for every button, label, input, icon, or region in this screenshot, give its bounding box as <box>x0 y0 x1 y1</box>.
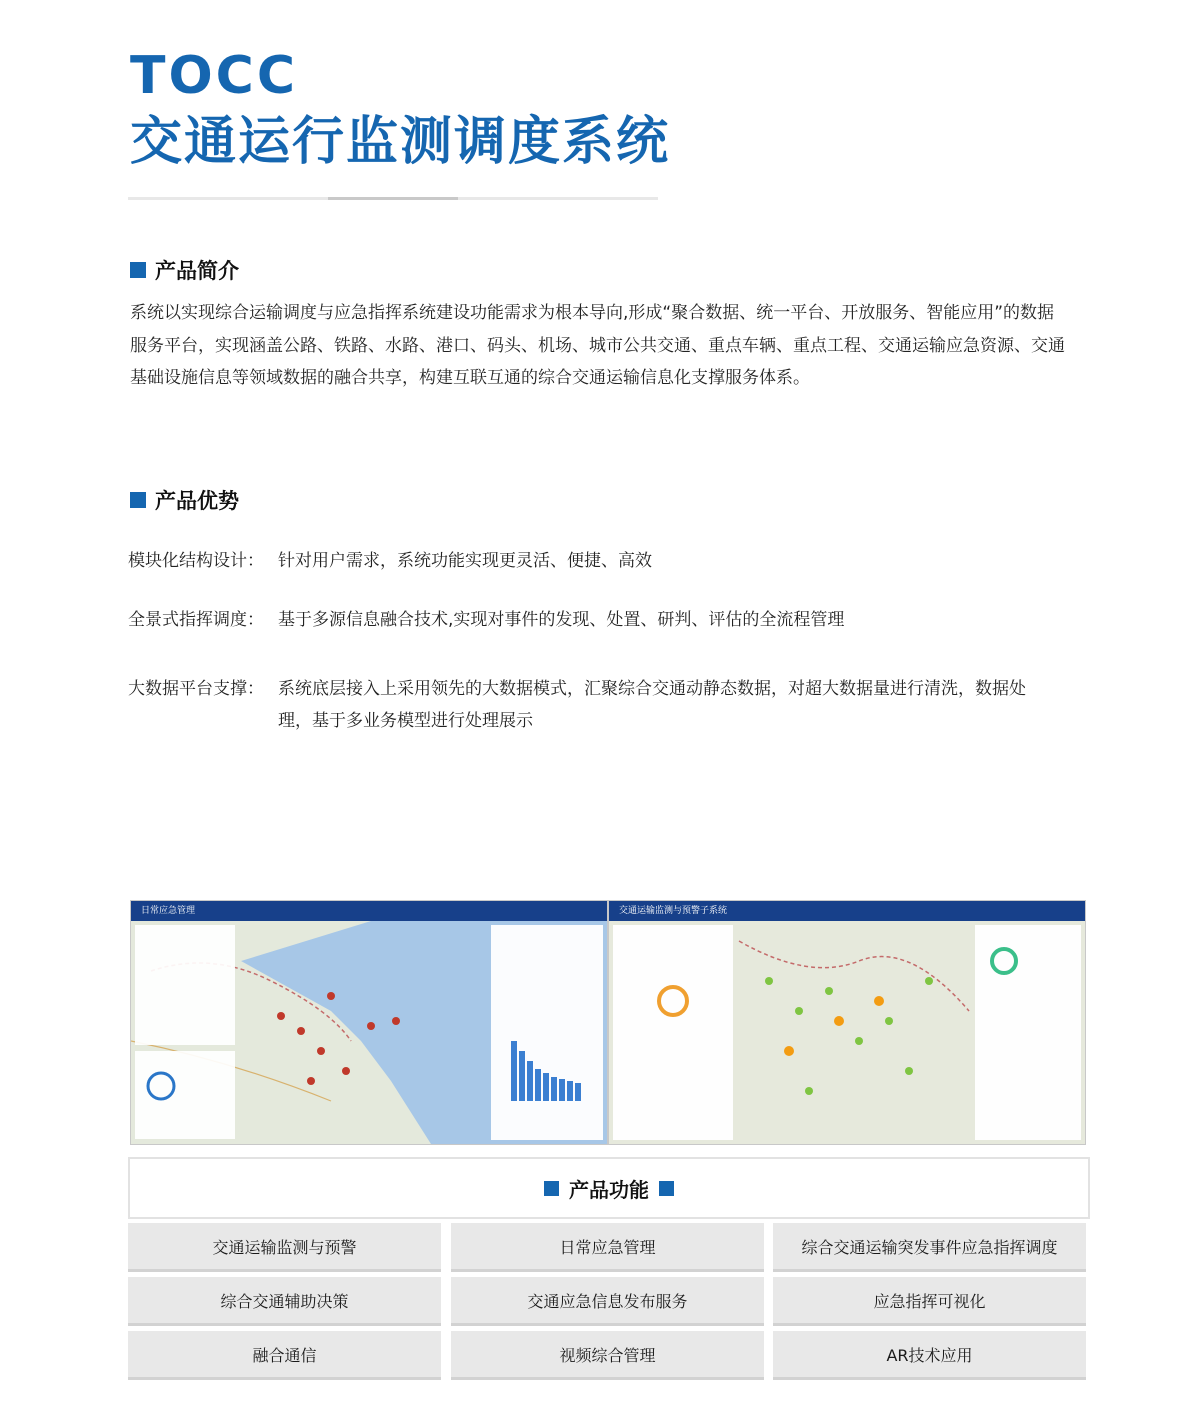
function-cell: 交通应急信息发布服务 <box>451 1277 764 1326</box>
function-cell: 综合交通运输突发事件应急指挥调度 <box>773 1223 1086 1272</box>
square-bullet-icon <box>659 1181 674 1196</box>
screenshot-nav-bar <box>131 901 607 921</box>
title-en: TOCC <box>130 46 298 106</box>
functions-header <box>128 1157 1090 1219</box>
intro-heading <box>130 255 239 285</box>
advantage-label: 全景式指挥调度： <box>128 610 264 630</box>
functions-heading <box>534 1174 684 1203</box>
functions-heading-label: 产品功能 <box>569 1177 649 1202</box>
advantage-item <box>128 673 1038 737</box>
advantages-heading <box>130 485 239 515</box>
advantage-item <box>128 545 1038 577</box>
function-cell: 交通运输监测与预警 <box>128 1223 441 1272</box>
function-cell: 融合通信 <box>128 1331 441 1380</box>
map-illustration <box>131 921 607 1144</box>
advantage-text: 针对用户需求，系统功能实现更灵活、便捷、高效 <box>278 551 652 571</box>
screenshot-monitoring-warning <box>608 900 1086 1145</box>
advantage-label: 大数据平台支撑： <box>128 679 264 699</box>
title-cn: 交通运行监测调度系统 <box>130 112 671 172</box>
function-cell: 综合交通辅助决策 <box>128 1277 441 1326</box>
advantage-label: 模块化结构设计： <box>128 551 264 571</box>
square-bullet-icon <box>544 1181 559 1196</box>
screenshot-emergency-management <box>130 900 608 1145</box>
advantage-item <box>128 604 1038 636</box>
function-cell: AR技术应用 <box>773 1331 1086 1380</box>
function-cell: 日常应急管理 <box>451 1223 764 1272</box>
square-bullet-icon <box>130 492 146 508</box>
screenshot-title: 交通运输监测与预警子系统 <box>619 906 728 916</box>
map-illustration <box>609 921 1085 1144</box>
advantage-text: 系统底层接入上采用领先的大数据模式，汇聚综合交通动静态数据，对超大数据量进行清洗，数据处理，基于多业务模型进行处理展示 <box>278 679 1026 731</box>
advantages-heading-label: 产品优势 <box>155 489 239 513</box>
square-bullet-icon <box>130 262 146 278</box>
screenshot-title: 日常应急管理 <box>141 906 196 916</box>
title-divider <box>128 197 658 200</box>
function-cell: 视频综合管理 <box>451 1331 764 1380</box>
intro-body: 系统以实现综合运输调度与应急指挥系统建设功能需求为根本导向,形成“聚合数据、统一平台、开放服务、智能应用”的数据服务平台，实现涵盖公路、铁路、水路、港口、码头、机场、城市公共交通、重点车辆、重点工程、交通运输应急资源、交通基础设施信息等领域数据的融合共享，构建互联互通的综合交通运输信息化支撑服务体系。 <box>130 303 1065 388</box>
screenshot-nav-bar <box>609 901 1085 921</box>
function-cell: 应急指挥可视化 <box>773 1277 1086 1326</box>
intro-heading-label: 产品简介 <box>155 259 239 283</box>
advantage-text: 基于多源信息融合技术,实现对事件的发现、处置、研判、评估的全流程管理 <box>278 610 845 630</box>
